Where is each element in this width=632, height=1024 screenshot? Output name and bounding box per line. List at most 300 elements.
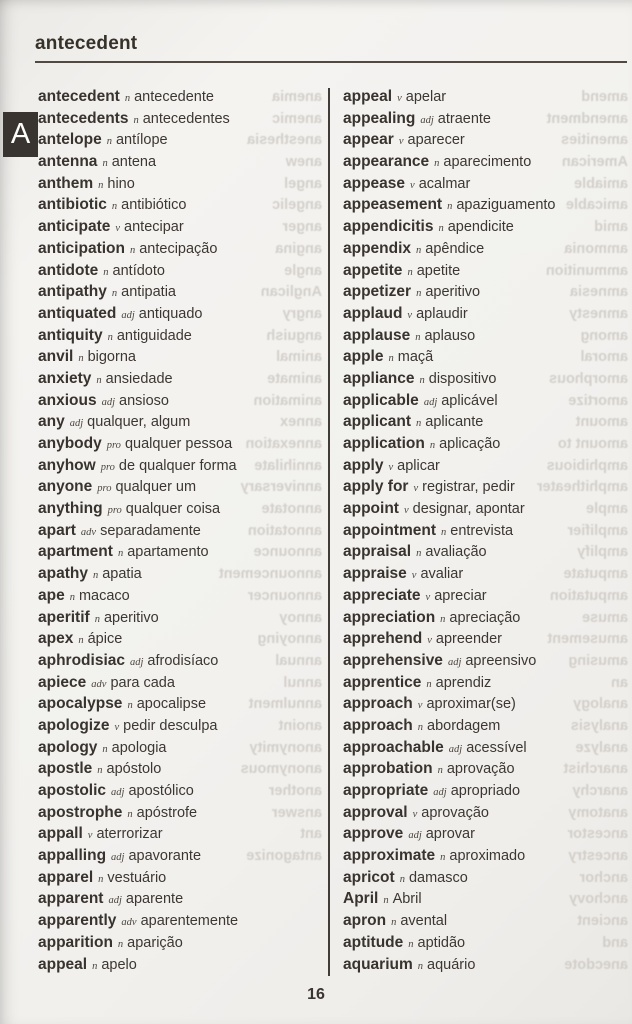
translation: apaziguamento bbox=[456, 197, 556, 214]
translation: antecedente bbox=[134, 89, 214, 105]
dictionary-entry bbox=[343, 845, 628, 867]
headword: antecedent bbox=[38, 88, 120, 105]
dictionary-entry bbox=[343, 325, 628, 347]
bleedthrough-line: angry bbox=[282, 305, 322, 322]
headword: antelope bbox=[38, 131, 102, 149]
dictionary-entry bbox=[38, 802, 323, 824]
bleedthrough-line: annexation bbox=[245, 436, 322, 452]
headword: appendicitis bbox=[343, 218, 434, 236]
headword: aptitude bbox=[343, 933, 404, 951]
dictionary-entry bbox=[343, 260, 628, 282]
dictionary-entry bbox=[343, 910, 628, 932]
headword: anticipate bbox=[38, 218, 111, 236]
bleedthrough-line: amid bbox=[594, 219, 628, 236]
part-of-speech: n bbox=[98, 179, 104, 191]
bleedthrough-line: anger bbox=[282, 219, 322, 236]
part-of-speech: n bbox=[415, 331, 421, 343]
dictionary-entry bbox=[343, 498, 628, 520]
part-of-speech: n bbox=[408, 938, 414, 950]
headword: approbation bbox=[343, 760, 433, 778]
bleedthrough-line: angle bbox=[284, 262, 322, 279]
part-of-speech: n bbox=[129, 244, 136, 256]
dictionary-entry bbox=[38, 737, 323, 759]
headword: apiece bbox=[38, 673, 87, 691]
dictionary-entry bbox=[343, 563, 628, 585]
part-of-speech: adj bbox=[408, 830, 422, 842]
headword: anxiety bbox=[38, 369, 92, 387]
headword: antecedents bbox=[38, 109, 129, 127]
translation: qualquer, algum bbox=[87, 414, 191, 431]
dictionary-entry bbox=[38, 455, 323, 477]
headword: appropriate bbox=[343, 782, 429, 799]
headword: ape bbox=[38, 586, 65, 604]
dictionary-entry bbox=[343, 173, 628, 195]
translation: apelar bbox=[405, 89, 447, 105]
headword: approve bbox=[343, 825, 404, 843]
translation: aptidão bbox=[417, 934, 466, 951]
dictionary-entry bbox=[38, 346, 323, 368]
translation: antecedentes bbox=[142, 110, 230, 127]
dictionary-entry bbox=[343, 129, 628, 151]
part-of-speech: adj bbox=[108, 895, 122, 907]
bleedthrough-line: amoral bbox=[580, 349, 628, 366]
headword: appendix bbox=[343, 239, 412, 257]
bleedthrough-line: anchor bbox=[579, 869, 628, 886]
headword: appeasement bbox=[343, 196, 443, 214]
headword: apex bbox=[38, 630, 74, 648]
translation: dispositivo bbox=[428, 370, 497, 387]
dictionary-entry bbox=[343, 628, 628, 650]
dictionary-entry bbox=[38, 954, 323, 976]
dictionary-entry bbox=[38, 910, 323, 932]
headword: appeal bbox=[343, 88, 393, 105]
headword: apparently bbox=[38, 912, 117, 930]
part-of-speech: adj bbox=[448, 743, 463, 755]
dictionary-entry bbox=[38, 780, 323, 802]
dictionary-entry bbox=[343, 650, 628, 672]
headword: apartment bbox=[38, 543, 113, 561]
headword: approach bbox=[343, 695, 413, 713]
translation: qualquer um bbox=[115, 479, 197, 496]
translation: aproximar(se) bbox=[426, 696, 516, 713]
headword: appear bbox=[343, 131, 394, 149]
part-of-speech: v bbox=[114, 721, 120, 733]
dictionary-entry bbox=[38, 411, 323, 433]
headword: appreciation bbox=[343, 608, 436, 626]
translation: aprovar bbox=[425, 826, 475, 843]
bleedthrough-line: annihilate bbox=[254, 457, 322, 474]
bleedthrough-line: antagonize bbox=[246, 848, 322, 865]
part-of-speech: n bbox=[96, 374, 102, 386]
bleedthrough-line: animation bbox=[253, 392, 322, 409]
headword: anticipation bbox=[38, 239, 125, 257]
part-of-speech: n bbox=[92, 570, 99, 582]
part-of-speech: n bbox=[447, 201, 453, 213]
translation: aparecimento bbox=[443, 154, 532, 171]
translation: qualquer coisa bbox=[125, 501, 221, 518]
bleedthrough-line: and bbox=[602, 934, 628, 951]
page-number: 16 bbox=[307, 986, 325, 1003]
part-of-speech: n bbox=[441, 526, 447, 538]
headword: apparent bbox=[38, 890, 104, 908]
part-of-speech: n bbox=[127, 700, 133, 712]
translation: antibiótico bbox=[121, 197, 187, 214]
bleedthrough-line: amputation bbox=[549, 587, 628, 604]
part-of-speech: n bbox=[127, 808, 133, 820]
translation: antecipação bbox=[139, 240, 218, 257]
bleedthrough-line: annul bbox=[283, 674, 322, 691]
dictionary-entry bbox=[343, 520, 628, 542]
translation: apelo bbox=[101, 956, 137, 973]
dictionary-entry bbox=[343, 715, 628, 737]
dictionary-entry bbox=[38, 563, 323, 585]
headword: apple bbox=[343, 348, 384, 366]
headword: anxious bbox=[38, 391, 97, 409]
headword: appeal bbox=[38, 955, 88, 973]
translation: apreciação bbox=[449, 609, 521, 626]
part-of-speech: n bbox=[102, 743, 108, 755]
headword: applause bbox=[343, 326, 411, 344]
part-of-speech: n bbox=[107, 331, 113, 343]
part-of-speech: n bbox=[98, 873, 104, 885]
translation: apreender bbox=[435, 631, 503, 648]
part-of-speech: n bbox=[438, 223, 444, 235]
headword: apprehend bbox=[343, 630, 423, 648]
dictionary-entry bbox=[38, 498, 323, 520]
part-of-speech: v bbox=[87, 830, 93, 842]
bleedthrough-line: announcer bbox=[247, 587, 322, 604]
part-of-speech: adj bbox=[111, 787, 125, 798]
part-of-speech: n bbox=[78, 635, 84, 647]
bleedthrough-line: ancient bbox=[577, 913, 628, 930]
bleedthrough-line: analyze bbox=[575, 739, 628, 756]
part-of-speech: pro bbox=[106, 440, 121, 451]
part-of-speech: pro bbox=[107, 505, 122, 517]
part-of-speech: n bbox=[391, 917, 397, 929]
headword: appetizer bbox=[343, 283, 412, 301]
part-of-speech: n bbox=[102, 158, 108, 170]
bleedthrough-line: annual bbox=[275, 652, 322, 669]
translation: antecipar bbox=[124, 219, 184, 236]
dictionary-entry bbox=[38, 129, 323, 151]
translation: apóstrofe bbox=[136, 804, 198, 821]
part-of-speech: n bbox=[94, 613, 100, 625]
headword: anvil bbox=[38, 348, 74, 366]
translation: apologia bbox=[111, 739, 167, 756]
part-of-speech: v bbox=[412, 808, 418, 820]
dictionary-entry bbox=[38, 390, 323, 412]
bleedthrough-line: amicable bbox=[565, 197, 628, 214]
headword: appraise bbox=[343, 565, 407, 583]
bleedthrough-line: amendment bbox=[546, 110, 628, 127]
dictionary-entry bbox=[38, 325, 323, 347]
bleedthrough-line: angina bbox=[275, 240, 322, 257]
headword: apparel bbox=[38, 868, 94, 886]
bleedthrough-line: angelic bbox=[272, 197, 322, 214]
translation: aparente bbox=[125, 891, 184, 908]
headword: antiquity bbox=[38, 326, 103, 344]
part-of-speech: n bbox=[419, 374, 425, 386]
dictionary-entry bbox=[343, 216, 628, 238]
part-of-speech: adj bbox=[130, 656, 144, 668]
bleedthrough-line: anemic bbox=[272, 110, 322, 127]
dictionary-entry bbox=[343, 693, 628, 715]
headword: appoint bbox=[343, 500, 399, 518]
headword: appearance bbox=[343, 153, 430, 171]
part-of-speech: n bbox=[416, 418, 422, 430]
bleedthrough-line: annotate bbox=[261, 501, 322, 518]
bleedthrough-line: amuse bbox=[582, 609, 628, 626]
bleedthrough-line: annoy bbox=[279, 609, 322, 626]
part-of-speech: n bbox=[429, 440, 436, 451]
section-letter-tab: A bbox=[3, 112, 38, 157]
headword: apologize bbox=[38, 716, 110, 734]
part-of-speech: adj bbox=[121, 309, 135, 321]
dictionary-entry bbox=[343, 932, 628, 954]
headword: apostolic bbox=[38, 782, 107, 799]
headword: applaud bbox=[343, 304, 403, 322]
headword: appointment bbox=[343, 521, 436, 539]
translation: acalmar bbox=[418, 175, 471, 192]
translation: macaco bbox=[78, 587, 130, 604]
part-of-speech: n bbox=[437, 765, 443, 777]
bleedthrough-line: animate bbox=[267, 370, 322, 387]
bleedthrough-line: ammonia bbox=[564, 240, 628, 257]
translation: antiquado bbox=[138, 305, 203, 322]
dictionary-entry bbox=[38, 607, 323, 629]
part-of-speech: n bbox=[106, 136, 112, 148]
headword: appealing bbox=[343, 109, 416, 127]
headword: appalling bbox=[38, 847, 107, 865]
dictionary-entry bbox=[343, 390, 628, 412]
headword: apron bbox=[343, 912, 387, 930]
bleedthrough-line: another bbox=[268, 783, 322, 799]
bleedthrough-line: anonymity bbox=[249, 739, 322, 756]
bleedthrough-line: animal bbox=[276, 349, 322, 366]
translation: apóstolo bbox=[106, 761, 162, 778]
translation: atraente bbox=[437, 110, 491, 127]
bleedthrough-line: anonymous bbox=[240, 761, 322, 778]
translation: apostólico bbox=[128, 783, 194, 799]
bleedthrough-line: anarchist bbox=[563, 761, 628, 778]
translation: para cada bbox=[110, 674, 175, 691]
bleedthrough-line: American bbox=[561, 154, 628, 171]
headword: appetite bbox=[343, 261, 403, 279]
part-of-speech: n bbox=[417, 721, 424, 733]
part-of-speech: v bbox=[403, 505, 409, 517]
translation: apropriado bbox=[450, 783, 521, 799]
translation: ansioso bbox=[119, 392, 169, 409]
headword: apricot bbox=[343, 868, 395, 886]
bleedthrough-line: analogy bbox=[573, 696, 628, 713]
part-of-speech: adv bbox=[91, 678, 107, 690]
translation: aterrorizar bbox=[96, 826, 163, 843]
headword: approach bbox=[343, 716, 413, 734]
bleedthrough-line: amputate bbox=[563, 566, 628, 583]
dictionary-entry bbox=[343, 672, 628, 694]
dictionary-entry bbox=[38, 867, 323, 889]
headword: approachable bbox=[343, 738, 444, 756]
part-of-speech: n bbox=[111, 288, 118, 300]
headword: apocalypse bbox=[38, 695, 123, 713]
headword: apparition bbox=[38, 933, 113, 951]
headword: applicable bbox=[343, 391, 419, 409]
dictionary-entry bbox=[38, 433, 323, 455]
bleedthrough-line: anchovy bbox=[569, 891, 628, 908]
part-of-speech: n bbox=[416, 244, 422, 256]
dictionary-entry bbox=[343, 541, 628, 563]
translation: damasco bbox=[408, 869, 468, 886]
bleedthrough-line: annotation bbox=[247, 522, 322, 539]
bleedthrough-line: amnesty bbox=[569, 305, 628, 322]
translation: aplicante bbox=[425, 414, 484, 431]
dictionary-entry bbox=[343, 476, 628, 498]
translation: aplauso bbox=[424, 327, 476, 344]
translation: apocalipse bbox=[136, 696, 207, 713]
translation: pedir desculpa bbox=[123, 717, 218, 734]
header-rule bbox=[35, 61, 627, 63]
guide-word: antecedent bbox=[35, 33, 138, 54]
part-of-speech: n bbox=[97, 765, 103, 777]
translation: apendicite bbox=[447, 219, 514, 236]
part-of-speech: v bbox=[411, 570, 417, 582]
headword: apprehensive bbox=[343, 651, 443, 669]
translation: aparecer bbox=[407, 132, 465, 149]
bleedthrough-line: ancestry bbox=[568, 848, 628, 865]
part-of-speech: n bbox=[388, 353, 394, 365]
dictionary-entry bbox=[38, 260, 323, 282]
part-of-speech: v bbox=[410, 179, 415, 191]
part-of-speech: n bbox=[133, 114, 139, 126]
part-of-speech: v bbox=[115, 223, 121, 235]
bleedthrough-line: amplifier bbox=[567, 522, 628, 539]
part-of-speech: n bbox=[69, 591, 75, 603]
translation: qualquer pessoa bbox=[124, 436, 233, 452]
part-of-speech: v bbox=[427, 635, 432, 647]
part-of-speech: adj bbox=[101, 396, 115, 408]
part-of-speech: v bbox=[398, 136, 404, 148]
bleedthrough-line: amend bbox=[581, 89, 628, 105]
dictionary-entry bbox=[343, 954, 628, 976]
dictionary-entry bbox=[343, 303, 628, 325]
part-of-speech: adv bbox=[80, 526, 97, 538]
part-of-speech: v bbox=[425, 591, 431, 603]
part-of-speech: pro bbox=[100, 461, 115, 473]
bleedthrough-line: amorphous bbox=[549, 370, 628, 387]
dictionary-entry bbox=[38, 520, 323, 542]
part-of-speech: n bbox=[426, 678, 432, 690]
bleedthrough-line: ancestor bbox=[567, 826, 628, 843]
dictionary-entry bbox=[343, 108, 628, 130]
part-of-speech: n bbox=[78, 353, 84, 365]
part-of-speech: v bbox=[417, 700, 423, 712]
bleedthrough-line: annoying bbox=[257, 631, 322, 648]
bleedthrough-line: amount bbox=[575, 414, 628, 431]
right-column bbox=[343, 86, 628, 975]
headword: any bbox=[38, 413, 65, 431]
dictionary-entry bbox=[343, 737, 628, 759]
headword: apostrophe bbox=[38, 803, 123, 821]
headword: April bbox=[343, 890, 379, 908]
part-of-speech: n bbox=[440, 852, 446, 864]
headword: appraisal bbox=[343, 543, 412, 561]
part-of-speech: n bbox=[124, 93, 131, 104]
translation: ansiedade bbox=[105, 370, 173, 387]
translation: aquário bbox=[427, 956, 476, 973]
part-of-speech: n bbox=[434, 158, 440, 170]
bleedthrough-line: amnesia bbox=[569, 284, 628, 301]
dictionary-entry bbox=[343, 86, 628, 108]
headword: anyone bbox=[38, 478, 93, 496]
translation: Abril bbox=[392, 891, 422, 908]
headword: applicant bbox=[343, 413, 412, 431]
dictionary-entry bbox=[38, 368, 323, 390]
bleedthrough-line: anoint bbox=[278, 717, 322, 734]
dictionary-entry bbox=[38, 151, 323, 173]
part-of-speech: n bbox=[103, 266, 109, 278]
part-of-speech: pro bbox=[97, 483, 112, 495]
headword: apathy bbox=[38, 565, 88, 583]
bleedthrough-line: amphibious bbox=[546, 457, 628, 474]
dictionary-entry bbox=[38, 281, 323, 303]
translation: designar, apontar bbox=[412, 501, 525, 518]
translation: aparição bbox=[127, 934, 183, 951]
headword: apprentice bbox=[343, 673, 422, 691]
dictionary-entry bbox=[38, 108, 323, 130]
translation: aperitivo bbox=[425, 284, 481, 301]
translation: aprendiz bbox=[435, 674, 492, 691]
bleedthrough-line: anecdote bbox=[564, 956, 628, 973]
dictionary-entry bbox=[343, 867, 628, 889]
headword: aphrodisiac bbox=[38, 651, 125, 669]
translation: apreensivo bbox=[465, 652, 537, 669]
dictionary-entry bbox=[38, 672, 323, 694]
bleedthrough-line: anatomy bbox=[568, 804, 628, 821]
dictionary-entry bbox=[343, 281, 628, 303]
part-of-speech: adj bbox=[447, 656, 462, 668]
headword: apostle bbox=[38, 760, 93, 778]
column-divider bbox=[328, 88, 330, 976]
dictionary-entry bbox=[343, 411, 628, 433]
part-of-speech: n bbox=[416, 288, 422, 300]
part-of-speech: v bbox=[388, 461, 394, 473]
part-of-speech: n bbox=[111, 201, 118, 213]
translation: aplicação bbox=[439, 436, 501, 452]
translation: antídoto bbox=[112, 262, 165, 279]
translation: bigorna bbox=[87, 349, 136, 366]
bleedthrough-line: amusement bbox=[547, 631, 628, 648]
dictionary-entry bbox=[38, 541, 323, 563]
part-of-speech: adj bbox=[420, 114, 434, 126]
dictionary-entry bbox=[38, 303, 323, 325]
translation: aproximado bbox=[449, 848, 526, 865]
dictionary-entry bbox=[38, 628, 323, 650]
dictionary-entry bbox=[38, 216, 323, 238]
translation: apartamento bbox=[127, 544, 209, 561]
bleedthrough-line: anew bbox=[285, 154, 322, 171]
part-of-speech: v bbox=[407, 309, 413, 321]
bleedthrough-line: amount to bbox=[557, 436, 628, 452]
headword: appease bbox=[343, 174, 406, 192]
bleedthrough-line: amortize bbox=[568, 392, 628, 409]
translation: registrar, pedir bbox=[422, 479, 515, 496]
translation: aplaudir bbox=[416, 305, 468, 322]
headword: antiquated bbox=[38, 304, 117, 322]
headword: apart bbox=[38, 521, 76, 539]
bleedthrough-line: ample bbox=[586, 501, 628, 518]
bleedthrough-line: amiable bbox=[574, 175, 628, 192]
headword: antibiotic bbox=[38, 196, 107, 214]
